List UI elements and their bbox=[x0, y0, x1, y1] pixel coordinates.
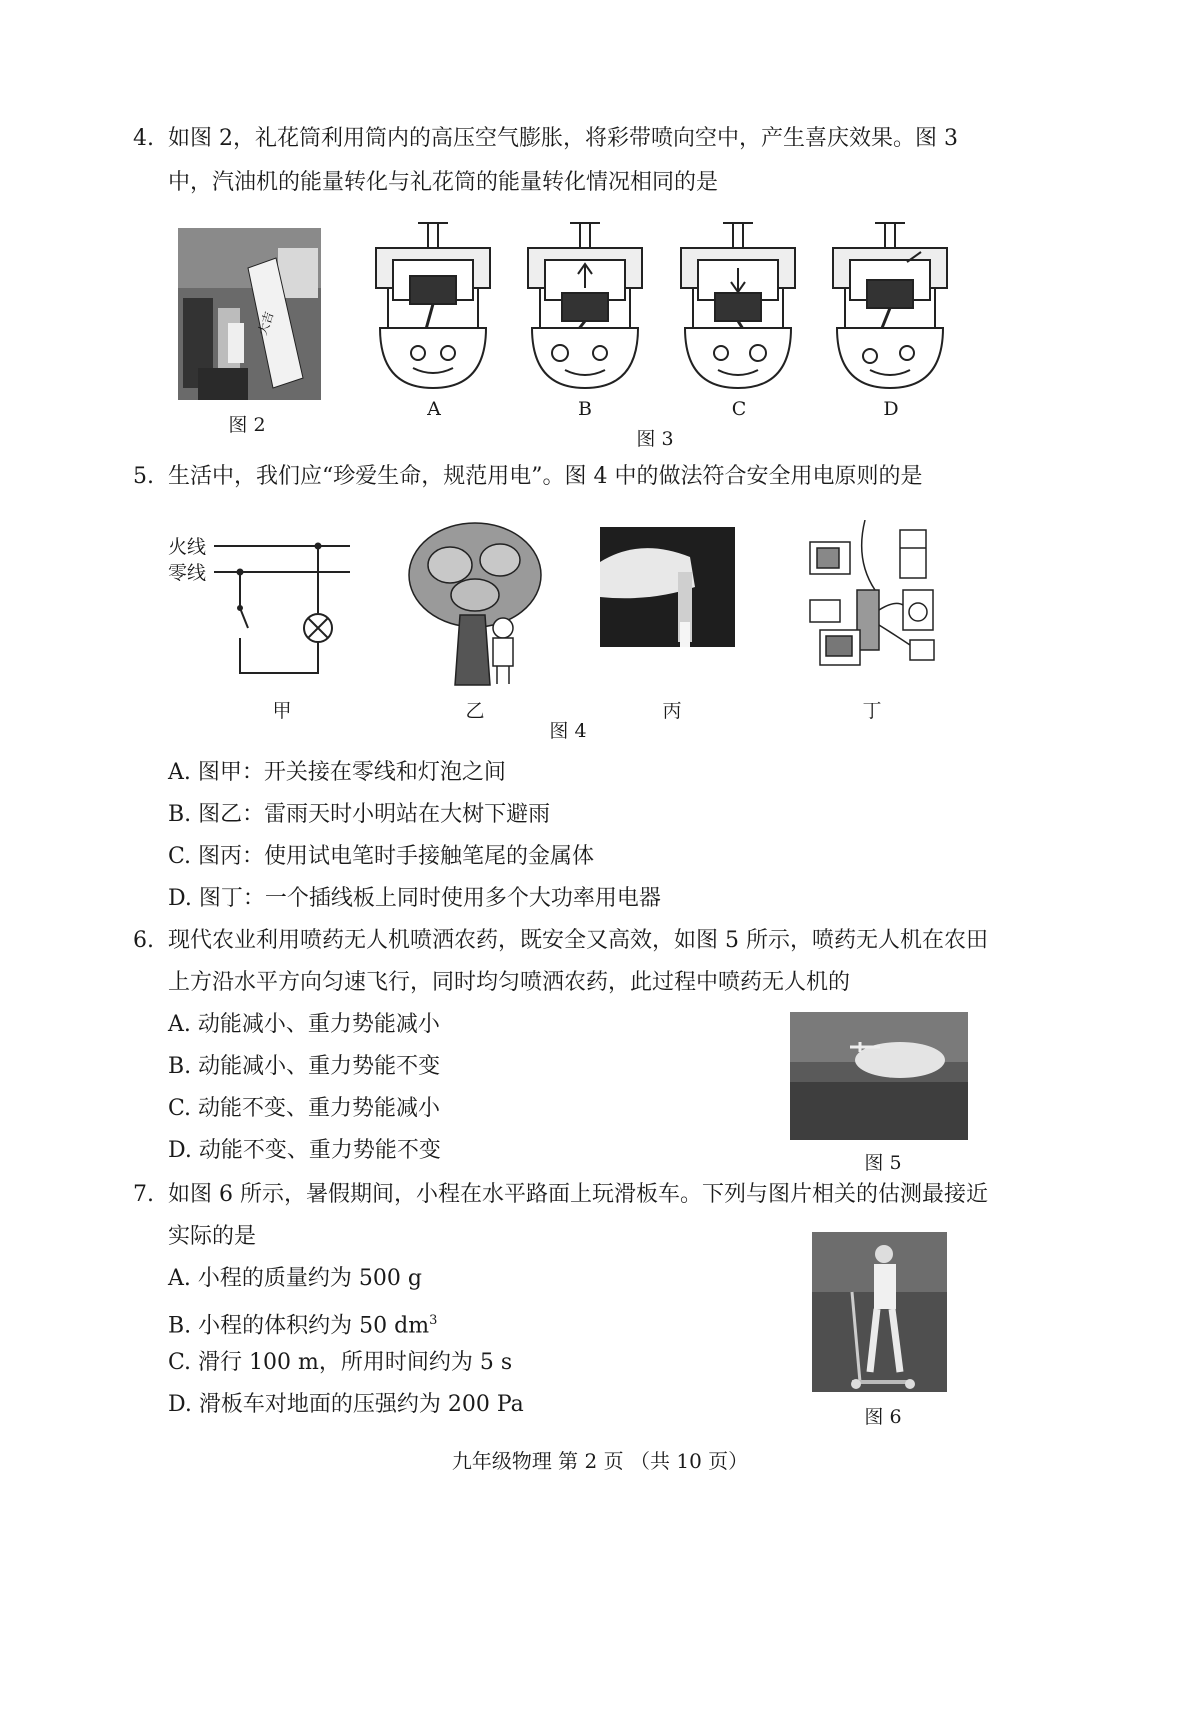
q6-text-line2: 上方沿水平方向匀速飞行，同时均匀喷洒农药，此过程中喷药无人机的 bbox=[168, 970, 851, 995]
fig4-caption: 图 4 bbox=[549, 720, 587, 742]
engine-label-d: D bbox=[883, 398, 899, 420]
fig6-scooter-photo bbox=[812, 1232, 947, 1392]
option-letter: C. bbox=[168, 1096, 192, 1121]
panel-label-yi: 乙 bbox=[465, 700, 485, 722]
option-text: 动能减小、重力势能减小 bbox=[197, 1012, 440, 1037]
option-text: 图丙：使用试电笔时手接触笔尾的金属体 bbox=[198, 844, 595, 869]
option-text: 图乙：雷雨天时小明站在大树下避雨 bbox=[198, 802, 551, 827]
engine-diagram-b bbox=[520, 218, 650, 390]
option-text: 小程的体积约为 50 dm bbox=[198, 1313, 430, 1339]
engine-diagram-c bbox=[673, 218, 803, 390]
q5-text: 生活中，我们应“珍爱生命，规范用电”。图 4 中的做法符合安全用电原则的是 bbox=[168, 464, 923, 489]
fig2-banner-text: 大吉 bbox=[255, 309, 277, 337]
engine-diagram-a bbox=[368, 218, 498, 390]
q4-number: 4. bbox=[133, 126, 154, 151]
option-letter: D. bbox=[168, 1392, 192, 1417]
q7-option-a[interactable] bbox=[168, 1264, 422, 1294]
panel-label-bing: 丙 bbox=[662, 700, 682, 722]
option-letter: D. bbox=[168, 886, 192, 911]
fig3-caption: 图 3 bbox=[636, 428, 674, 450]
q5-option-a[interactable] bbox=[168, 758, 506, 788]
page-footer: 九年级物理 第 2 页 （共 10 页） bbox=[451, 1449, 749, 1473]
option-letter: B. bbox=[168, 1313, 192, 1339]
option-letter: A. bbox=[168, 1266, 191, 1291]
option-text: 图甲：开关接在零线和灯泡之间 bbox=[197, 760, 506, 785]
q5-number: 5. bbox=[133, 464, 154, 489]
q6-number: 6. bbox=[133, 928, 154, 953]
option-letter: A. bbox=[168, 1012, 191, 1037]
q5-option-c[interactable] bbox=[168, 842, 594, 872]
fig5-drone-photo bbox=[790, 1012, 968, 1140]
q5-option-d[interactable] bbox=[168, 884, 661, 914]
q6-option-d[interactable] bbox=[168, 1136, 441, 1166]
option-letter: C. bbox=[168, 1350, 192, 1375]
option-letter: A. bbox=[168, 760, 191, 785]
fig4-tree-illustration bbox=[405, 520, 545, 688]
option-text: 图丁：一个插线板上同时使用多个大功率用电器 bbox=[198, 886, 661, 911]
option-letter: B. bbox=[168, 1054, 192, 1079]
q7-option-d[interactable] bbox=[168, 1390, 524, 1420]
neutral-wire-label: 零线 bbox=[168, 562, 207, 584]
fig2-party-popper-photo bbox=[178, 228, 321, 400]
superscript-three: 3 bbox=[429, 1313, 438, 1328]
q6-option-a[interactable] bbox=[168, 1010, 440, 1040]
q5-option-b[interactable] bbox=[168, 800, 550, 830]
fig6-caption: 图 6 bbox=[864, 1406, 902, 1428]
option-text: 滑行 100 m，所用时间约为 5 s bbox=[198, 1350, 513, 1375]
fig4-power-strip-illustration bbox=[805, 520, 945, 670]
option-text: 动能不变、重力势能不变 bbox=[198, 1138, 441, 1163]
option-text: 动能减小、重力势能不变 bbox=[198, 1054, 441, 1079]
fig5-caption: 图 5 bbox=[864, 1152, 902, 1174]
live-wire-label: 火线 bbox=[168, 536, 207, 558]
q4-text-line2: 中，汽油机的能量转化与礼花筒的能量转化情况相同的是 bbox=[168, 170, 719, 195]
panel-label-ding: 丁 bbox=[862, 700, 882, 722]
fig4-test-pen-photo bbox=[600, 527, 735, 647]
q4-text-line1: 如图 2，礼花筒利用筒内的高压空气膨胀，将彩带喷向空中，产生喜庆效果。图 3 bbox=[168, 126, 958, 151]
option-letter: C. bbox=[168, 844, 192, 869]
fig2-caption: 图 2 bbox=[228, 414, 266, 436]
q7-number: 7. bbox=[133, 1182, 154, 1207]
option-text: 动能不变、重力势能减小 bbox=[198, 1096, 441, 1121]
q7-text-line2: 实际的是 bbox=[168, 1224, 257, 1249]
q7-option-b[interactable] bbox=[168, 1306, 437, 1341]
panel-label-jia: 甲 bbox=[272, 700, 292, 722]
option-letter: D. bbox=[168, 1138, 192, 1163]
q6-option-c[interactable] bbox=[168, 1094, 440, 1124]
engine-diagram-d bbox=[825, 218, 955, 390]
engine-label-b: B bbox=[578, 398, 592, 420]
option-letter: B. bbox=[168, 802, 192, 827]
option-text: 小程的质量约为 500 g bbox=[197, 1266, 422, 1291]
engine-label-c: C bbox=[731, 398, 747, 420]
q7-option-c[interactable] bbox=[168, 1348, 512, 1378]
option-text: 滑板车对地面的压强约为 200 Pa bbox=[198, 1392, 524, 1417]
q6-text-line1: 现代农业利用喷药无人机喷洒农药，既安全又高效，如图 5 所示，喷药无人机在农田 bbox=[168, 928, 988, 953]
engine-label-a: A bbox=[427, 398, 441, 420]
q6-option-b[interactable] bbox=[168, 1052, 440, 1082]
q7-text-line1: 如图 6 所示，暑假期间，小程在水平路面上玩滑板车。下列与图片相关的估测最接近 bbox=[168, 1182, 988, 1207]
